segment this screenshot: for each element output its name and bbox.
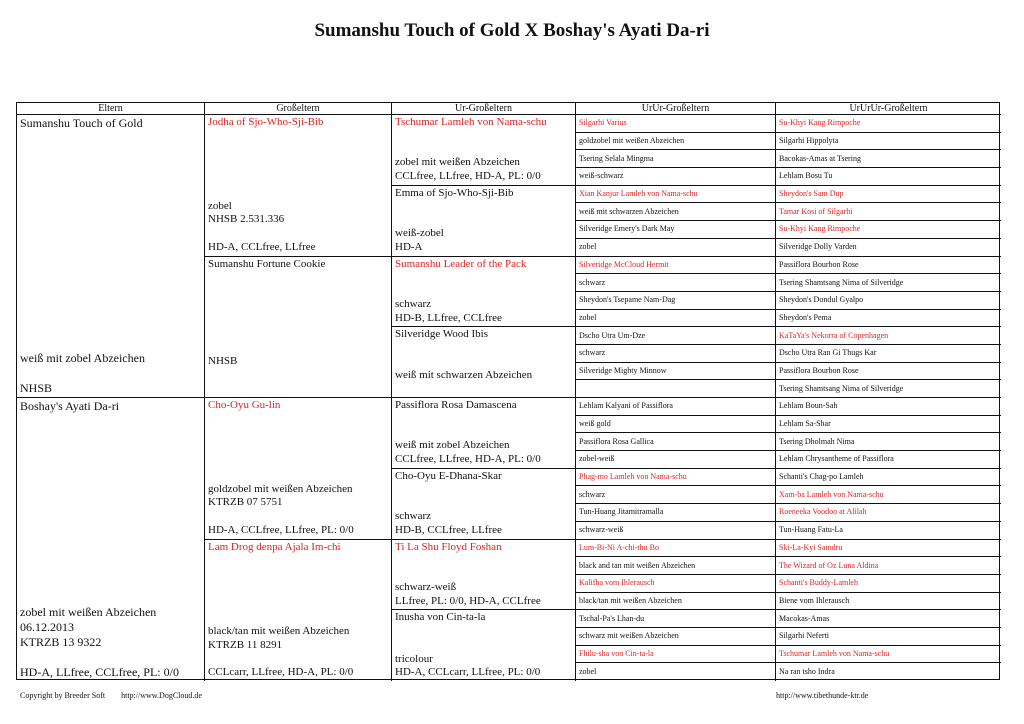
dog-name: Sheydon's Tsepame Nam-Dag (579, 295, 676, 305)
dog-detail: weiß mit schwarzen Abzeichen (395, 368, 533, 381)
dog-name: Lehlam Kalyani of Passiflora (579, 401, 673, 411)
ancestor-name-cell (776, 186, 1001, 204)
dog-detail: CCLcarr, LLfree, HD-A, PL: 0/0 (208, 666, 354, 679)
spacer (208, 130, 388, 200)
copyright-text: Copyright by Breeder Soft (20, 691, 106, 700)
pedigree-entry (392, 257, 576, 328)
dog-detail: schwarz-weiß (395, 580, 457, 593)
dog-detail: zobel mit weißen Abzeichen (20, 605, 157, 619)
pedigree-entry (205, 540, 392, 682)
ancestor-name-cell (776, 363, 1001, 381)
dog-name: Sheydon's Dondul Gyalpo (779, 295, 864, 305)
pedigree-entry (392, 186, 576, 257)
dog-detail: goldzobel mit weißen Abzeichen (208, 482, 353, 495)
dog-detail: zobel (579, 242, 597, 252)
dog-name: Biene vom Ihlerausch (779, 595, 850, 605)
dog-detail (395, 382, 572, 396)
dog-name: Silveridge Mighty Minnow (579, 365, 667, 375)
dog-name: Sheydon's Pema (779, 312, 832, 322)
dog-name: Emma of Sjo-Who-Sji-Bib (395, 186, 514, 199)
pedigree-table (16, 102, 1000, 680)
dog-detail (208, 227, 388, 241)
dog-detail: weiß-zobel (395, 227, 444, 239)
dog-name: Xam-ba Lamleh von Nama-schu (779, 489, 884, 499)
dog-name: Inusha von Cin-ta-la (395, 611, 486, 624)
ancestor-name-cell (776, 451, 1001, 469)
dog-name: Silgarhi Varius (579, 118, 627, 128)
dog-name: Jodha of Sjo-Who-Sji-Bib (208, 116, 324, 128)
spacer (395, 201, 572, 228)
dog-detail: KTRZB 07 5751 (208, 496, 283, 509)
dog-detail: NHSB (208, 354, 238, 367)
dog-name: Tschal-Pa's Lhan-du (579, 613, 645, 623)
spacer (395, 484, 572, 511)
dog-name: The Wizard of Oz Luna Aldina (779, 560, 879, 570)
dogcloud-link[interactable]: http://www.DogCloud.de (121, 691, 202, 700)
dog-detail: schwarz-weiß (579, 525, 624, 535)
ancestor-name-cell (776, 433, 1001, 451)
spacer (20, 131, 201, 351)
dog-name: Lam Drog denpa Ajala Im-chi (208, 540, 341, 553)
dog-detail: zobel (579, 312, 597, 322)
pedigree-entry (392, 398, 576, 469)
pedigree-entry (392, 610, 576, 681)
ancestor-detail-cell (576, 274, 776, 292)
column-header: Großeltern (205, 103, 392, 115)
ancestor-name-cell (776, 663, 1001, 681)
spacer (395, 130, 572, 157)
ancestor-detail-cell (576, 486, 776, 504)
dog-name: Sumanshu Touch of Gold (20, 116, 143, 130)
dog-name: Su-Khyi Kang Rimpoche (779, 224, 861, 234)
dog-name: Schanti's Buddy-Lamleh (779, 578, 858, 588)
dog-detail: HD-B, LLfree, CCLfree (395, 311, 502, 324)
column-header: Ur-Großeltern (392, 103, 576, 115)
ancestor-detail-cell (576, 133, 776, 151)
ancestor-detail-cell (576, 628, 776, 646)
dog-name: Su-Khyi Kang Rimpoche (779, 118, 861, 128)
column-header: UrUr-Großeltern (576, 103, 776, 115)
dog-detail: schwarz mit weißen Abzeichen (579, 631, 679, 641)
ancestor-name-cell (776, 274, 1001, 292)
dog-name: Na ran tsho Indra (779, 667, 835, 677)
dog-detail: HD-B, CCLfree, LLfree (395, 523, 502, 536)
ancestor-name-cell (776, 168, 1001, 186)
ancestor-name-cell (576, 292, 776, 310)
spacer (208, 554, 388, 625)
dog-name: Roeneeka Voodoo at Alilah (779, 507, 867, 517)
dog-detail: weiß mit zobel Abzeichen (20, 351, 145, 365)
ancestor-name-cell (576, 398, 776, 416)
dog-detail: schwarz (395, 297, 432, 310)
dog-name: Tschumar Lamleh von Nama-schu (395, 116, 547, 128)
ancestor-name-cell (576, 540, 776, 558)
dog-detail: schwarz (579, 489, 606, 499)
dog-name: Silveridge McCloud Hermit (579, 259, 669, 269)
ancestor-detail-cell (576, 380, 776, 398)
dog-detail (20, 650, 201, 665)
dog-name: Silgarhi Neferti (779, 631, 829, 641)
dog-name: Tun-Huang Fatu-La (779, 525, 843, 535)
ancestor-name-cell (776, 522, 1001, 540)
dog-detail: schwarz (579, 277, 606, 287)
ancestor-name-cell (776, 540, 1001, 558)
ancestor-name-cell (776, 557, 1001, 575)
ancestor-name-cell (776, 593, 1001, 611)
pedigree-entry (392, 469, 576, 540)
dog-name: Lehlam Chrysantheme of Passiflora (779, 454, 894, 464)
ancestor-name-cell (576, 646, 776, 664)
dog-name: Silveridge Dolly Varden (779, 242, 857, 252)
spacer (20, 414, 201, 605)
dog-name: Lum-Bi-Ni A-chi-thu Bo (579, 542, 659, 552)
ancestor-name-cell (576, 257, 776, 275)
dog-name: Silveridge Wood Ibis (395, 328, 489, 341)
dog-name: Dscho Utra Ran Gi Thugs Kar (779, 348, 877, 358)
pedigree-entry (205, 115, 392, 257)
ancestor-name-cell (576, 327, 776, 345)
spacer (208, 413, 388, 483)
dog-detail: CCLfree, LLfree, HD-A, PL: 0/0 (395, 170, 541, 182)
dog-name: Tsering Selala Mingma (579, 153, 654, 163)
dog-detail: schwarz (579, 348, 606, 358)
dog-name: Lehlam Sa-Shar (779, 419, 831, 429)
dog-name: Phag-mo Lamleh von Nama-schu (579, 472, 687, 482)
dog-detail (208, 510, 388, 524)
page-title: Sumanshu Touch of Gold X Boshay's Ayati Da-ri (314, 20, 710, 41)
dog-detail: weiß mit schwarzen Abzeichen (579, 206, 679, 216)
dog-detail: HD-A (395, 240, 423, 253)
dog-name: Passiflora Bourbon Rose (779, 259, 859, 269)
dog-detail: zobel (579, 667, 597, 677)
dog-detail: weiß mit zobel Abzeichen (395, 439, 510, 452)
spacer (395, 342, 572, 369)
ancestor-name-cell (776, 380, 1001, 398)
ancestor-name-cell (776, 504, 1001, 522)
dog-detail: zobel mit weißen Abzeichen (395, 156, 520, 169)
dog-detail: black and tan mit weißen Abzeichen (579, 560, 696, 570)
ancestor-name-cell (576, 186, 776, 204)
spacer (395, 413, 572, 440)
dog-name: Cho-Oyu Gu-lin (208, 399, 281, 411)
dog-detail: black/tan mit weißen Abzeichen (208, 625, 350, 637)
ancestor-name-cell (776, 628, 1001, 646)
dog-detail: black/tan mit weißen Abzeichen (579, 595, 682, 605)
dog-name: Lehlam Bosu Tu (779, 171, 833, 181)
tibethunde-link[interactable]: http://www.tibethunde-ktr.de (776, 691, 869, 700)
dog-detail: NHSB (20, 381, 53, 395)
ancestor-name-cell (776, 221, 1001, 239)
dog-name: Tun-Huang Jitamitramalla (579, 507, 664, 517)
dog-detail: HD-A, CCLcarr, LLfree, PL: 0/0 (395, 666, 541, 679)
ancestor-name-cell (576, 610, 776, 628)
ancestor-name-cell (776, 469, 1001, 487)
dog-name: Sheydon's Sam Dup (779, 189, 844, 199)
ancestor-name-cell (776, 203, 1001, 221)
ancestor-name-cell (776, 345, 1001, 363)
ancestor-name-cell (576, 575, 776, 593)
ancestor-detail-cell (576, 310, 776, 328)
column-header: Eltern (17, 103, 205, 115)
ancestor-name-cell (776, 133, 1001, 151)
dog-detail: goldzobel mit weißen Abzeichen (579, 136, 685, 146)
ancestor-detail-cell (576, 593, 776, 611)
ancestor-name-cell (576, 433, 776, 451)
ancestor-detail-cell (576, 203, 776, 221)
dog-name: Tamar Kosi of Silgarhi (779, 206, 853, 216)
spacer (395, 271, 572, 298)
dog-name: Xian Kanjur Lamleh von Nama-schu (579, 189, 698, 199)
dog-name: KaTaYa's Nekorra of Copenhagen (779, 330, 889, 340)
pedigree-entry (205, 398, 392, 540)
ancestor-name-cell (776, 292, 1001, 310)
dog-name: Sumanshu Fortune Cookie (208, 257, 326, 270)
dog-detail (208, 369, 388, 383)
ancestor-name-cell (576, 363, 776, 381)
ancestor-name-cell (776, 610, 1001, 628)
dog-name: Kalifha vom Ihlerausch (579, 578, 655, 588)
ancestor-name-cell (776, 327, 1001, 345)
dog-name: Bacokas-Amas at Tsering (779, 153, 861, 163)
dog-name: Tsering Dholmah Nima (779, 436, 855, 446)
ancestor-name-cell (576, 504, 776, 522)
footer-left (20, 691, 202, 700)
column-header: UrUrUr-Großeltern (776, 103, 1001, 115)
dog-name: Sumanshu Leader of the Pack (395, 257, 527, 270)
ancestor-name-cell (576, 221, 776, 239)
dog-detail: HD-A, CCLfree, LLfree, PL: 0/0 (208, 523, 354, 536)
ancestor-name-cell (776, 239, 1001, 257)
dog-detail: NHSB 2.531.336 (208, 213, 285, 226)
dog-detail: KTRZB 11 8291 (208, 638, 283, 651)
dog-detail: KTRZB 13 9322 (20, 635, 102, 649)
spacer (208, 271, 388, 355)
dog-name: Schanti's Chag-po Lamleh (779, 472, 864, 482)
dog-detail: CCLfree, LLfree, HD-A, PL: 0/0 (395, 453, 541, 465)
dog-name: Dscho Utra Um-Dze (579, 330, 646, 340)
dog-name: Macokas-Amas (779, 613, 830, 623)
ancestor-detail-cell (576, 522, 776, 540)
ancestor-detail-cell (576, 416, 776, 434)
dog-name: Tsering Shamtsang Nima of Silveridge (779, 383, 904, 393)
ancestor-detail-cell (576, 451, 776, 469)
pedigree-entry (392, 327, 576, 398)
dog-detail: 06.12.2013 (20, 620, 74, 634)
dog-detail: tricolour (395, 652, 433, 665)
dog-name: Passiflora Bourbon Rose (779, 365, 859, 375)
dog-name: Ti La Shu Floyd Foshan (395, 540, 502, 553)
dog-name: Passiflora Rosa Damascena (395, 399, 517, 411)
ancestor-name-cell (776, 486, 1001, 504)
ancestor-name-cell (776, 416, 1001, 434)
pedigree-entry (205, 257, 392, 399)
ancestor-name-cell (776, 257, 1001, 275)
ancestor-detail-cell (576, 239, 776, 257)
ancestor-name-cell (776, 575, 1001, 593)
dog-detail: weiß gold (579, 419, 611, 429)
ancestor-name-cell (776, 310, 1001, 328)
dog-name: Silgarhi Hippolyta (779, 136, 839, 146)
dog-detail: LLfree, PL: 0/0, HD-A, CCLfree (395, 594, 541, 607)
ancestor-name-cell (776, 398, 1001, 416)
pedigree-entry (17, 115, 205, 398)
spacer (395, 554, 572, 581)
ancestor-detail-cell (576, 663, 776, 681)
dog-detail: zobel-weiß (579, 454, 615, 464)
ancestor-detail-cell (576, 168, 776, 186)
ancestor-detail-cell (576, 557, 776, 575)
dog-detail: HD-A, LLfree, CCLfree, PL: 0/0 (20, 665, 179, 679)
dog-name: Passiflora Rosa Gallica (579, 436, 654, 446)
ancestor-detail-cell (576, 345, 776, 363)
dog-detail (208, 653, 388, 667)
dog-detail: weiß-schwarz (579, 171, 624, 181)
dog-detail (208, 382, 388, 396)
spacer (395, 625, 572, 653)
ancestor-name-cell (776, 646, 1001, 664)
dog-name: Ski-La-Kyi Samdru (779, 542, 843, 552)
dog-detail: HD-A, CCLfree, LLfree (208, 240, 316, 253)
pedigree-entry (392, 115, 576, 186)
dog-name: Fhilu-sha von Cin-ta-la (579, 648, 654, 658)
dog-name: Silveridge Emery's Dark May (579, 224, 675, 234)
dog-name: Boshay's Ayati Da-ri (20, 399, 120, 413)
ancestor-name-cell (776, 115, 1001, 133)
ancestor-name-cell (576, 469, 776, 487)
ancestor-name-cell (776, 150, 1001, 168)
pedigree-entry (17, 398, 205, 681)
dog-name: Tsering Shamtsang Nima of Silveridge (779, 277, 904, 287)
ancestor-name-cell (576, 150, 776, 168)
dog-detail: zobel (208, 199, 232, 212)
pedigree-entry (392, 540, 576, 611)
dog-name: Tschumar Lamleh von Nama-schu (779, 648, 890, 658)
dog-name: Cho-Oyu E-Dhana-Skar (395, 469, 502, 482)
dog-detail: schwarz (395, 510, 432, 522)
dog-detail (20, 366, 201, 381)
ancestor-name-cell (576, 115, 776, 133)
dog-name: Lehlam Boun-Sah (779, 401, 838, 411)
